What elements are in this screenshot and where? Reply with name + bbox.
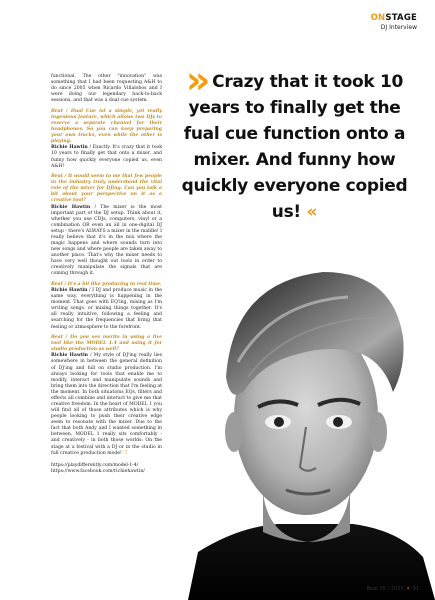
answer-text: My style of DJ'ing really lies somewhere in between the general definition of DJ'ing and full on studio production. I'm always looking for tools that enable me to modify, interact and manipulate sounds and bring them into the direction that I'm feeling at the moment. In both situations EQs, filters and effects all combine and interact to give me that creative freedom. In the heart of MODEL 1 you will find all of those attributes which is why people looking to push their creative edge seem to resonate with the mixer. Due to the fact that both Andy and I wanted something in between, MODEL 1 really sits comfortably - and creatively - in both those worlds: On the stage at a festival with a DJ or in the studio in full creative production mode! (51, 353, 162, 456)
links-block (51, 463, 162, 475)
issue-label: Beat 05 | 2021 (366, 586, 404, 592)
page-number: 91 (412, 586, 419, 592)
quote-close-mark: « (306, 202, 318, 222)
question-label: Beat (51, 174, 63, 180)
magazine-brand (371, 14, 417, 23)
question-text: Do you see merits in using a live tool like the MODEL 1.4 and using it for studio production as well? (51, 335, 162, 353)
portrait-photo (178, 242, 435, 600)
question-label: Beat (51, 335, 63, 341)
answer-speaker: Richie Hawtin (51, 288, 88, 294)
answer-speaker: Richie Hawtin (51, 353, 89, 359)
pull-quote-text: Crazy that it took 10 years to finally get the fual cue function onto a mixer. And funny how quickly everyone copied us! (181, 72, 408, 222)
brand-stage: STAGE (385, 13, 417, 23)
paragraph (51, 74, 162, 104)
question-text: Dual Cue ist a simple, yet really ingenious feature, which allows two DJs to reserve a separate channel for their headphones. So you can keep preparing your own tracks, even while the other is playing. (51, 108, 162, 145)
question: Beat / It would seem to me that few people in the industry truly understand the vital role of the mixer for DJing. Can you talk a bit about your perspective on it as a creative tool? Richie Hawtin / The mixer is the most important part of the DJ setup. Think about it, whether you use CDJs, computers, vinyl or a combination OR even an all in one-digital DJ setup - there's ALWAYS a mixer in the middle! I really believe that it's in the mix where the magic happens and where sounds turn into new songs and where people are taken away to another place. That's why the mixer needs to have very well thought out tools in order to creatively manipulate the signals that are coming through it. (51, 174, 163, 277)
question-label: Beat (51, 282, 63, 287)
question: Beat / Do you see merits in using a live tool like the MODEL 1.4 and using it for studio production as well? Richie Hawtin / My style of DJ'ing really lies somewhere in between the general definition of DJ'ing and full on studio production. I'm always looking for tools that enable me to modify, interact and manipulate sounds and bring them into the direction that I'm feeling at the moment. In both situations EQs, filters and effects all combine and interact to give me that creative freedom. In the heart of MODEL 1 you will find all of those attributes which is why people looking to push their creative edge seem to resonate with the mixer. Due to the fact that both Andy and I wanted something in between, MODEL 1 really sits comfortably - and creatively - in both those worlds: On the stage at a festival with a DJ or in the studio in full creative production mode! ❒ (51, 335, 162, 456)
article-column (51, 74, 162, 475)
answer-text: Exactly. It's crazy that it took 10 years to finally get that onto a mixer, and funny how quickly everyone copied us, even A&H! (51, 145, 163, 169)
brand-on: ON (370, 13, 386, 23)
answer-speaker: Richie Hawtin (51, 204, 91, 210)
link-model1[interactable]: https://playdifferently.com/model-1-4/ (51, 462, 139, 468)
answer-text: I DJ and produce music in the same way, everything is happening in the moment. That goes with EQ'ing, mixing as I'm writing songs, or mixing things together. It's all really intuitive, following a feeling and searching for the frequencies that bring that feeling or atmosphere to the forefront. (51, 288, 163, 330)
pull-quote (172, 58, 417, 225)
question-label: Beat (51, 108, 63, 114)
page-header (371, 14, 417, 31)
link-facebook[interactable]: https://www.facebook.com/richiehawtin/ (51, 468, 145, 474)
portrait-illustration (178, 242, 435, 600)
quote-open-mark: » (185, 58, 211, 102)
end-mark-icon: ❒ (123, 450, 128, 456)
answer-text: The mixer is the most important part of the DJ setup. Think about it, whether you use CDJs, computers, vinyl or a combination OR even an all in one-digital DJ setup - there's ALWAYS a mixer in the middle! I really believe that it's in the mix where the magic happens and where sounds turn into new songs and where people are taken away to another place. That's why the mixer needs to have very well thought out tools in order to creatively manipulate the signals that are coming through it. (51, 204, 163, 277)
question-text: It's a bit like producing in real time. (67, 282, 162, 287)
answer-speaker: Richie Hawtin (51, 145, 88, 151)
paragraph-text: functional. The other "innovation" was something that I had been requesting A&H to do since 2005 when Ricardo Villalobos and I were doing our legendary back-to-back sessions, and that was a dual cue system. (51, 74, 162, 104)
page-footer: Beat 05 | 2021 • 91 (366, 586, 419, 592)
question: Beat / It's a bit like producing in real time. Richie Hawtin / I DJ and produce music in the same way, everything is happening in the moment. That goes with EQ'ing, mixing as I'm writing songs, or mixing things together. It's all really intuitive, following a feeling and searching for the frequencies that bring that feeling or atmosphere to the forefront. (51, 282, 163, 330)
question-text: It would seem to me that few people in the industry truly understand the vital role of the mixer for DJing. Can you talk a bit about your perspective on it as a creative tool? (51, 174, 162, 204)
question: Beat / Dual Cue ist a simple, yet really ingenious feature, which allows two DJs to reserve a separate channel for their headphones. So you can keep preparing your own tracks, even while the other is playing. Richie Hawtin / Exactly. It's crazy that it took 10 years to finally get that onto a mixer, and funny how quickly everyone copied us, even A&H! (51, 108, 163, 169)
section-label: DJ Interview (380, 23, 417, 31)
